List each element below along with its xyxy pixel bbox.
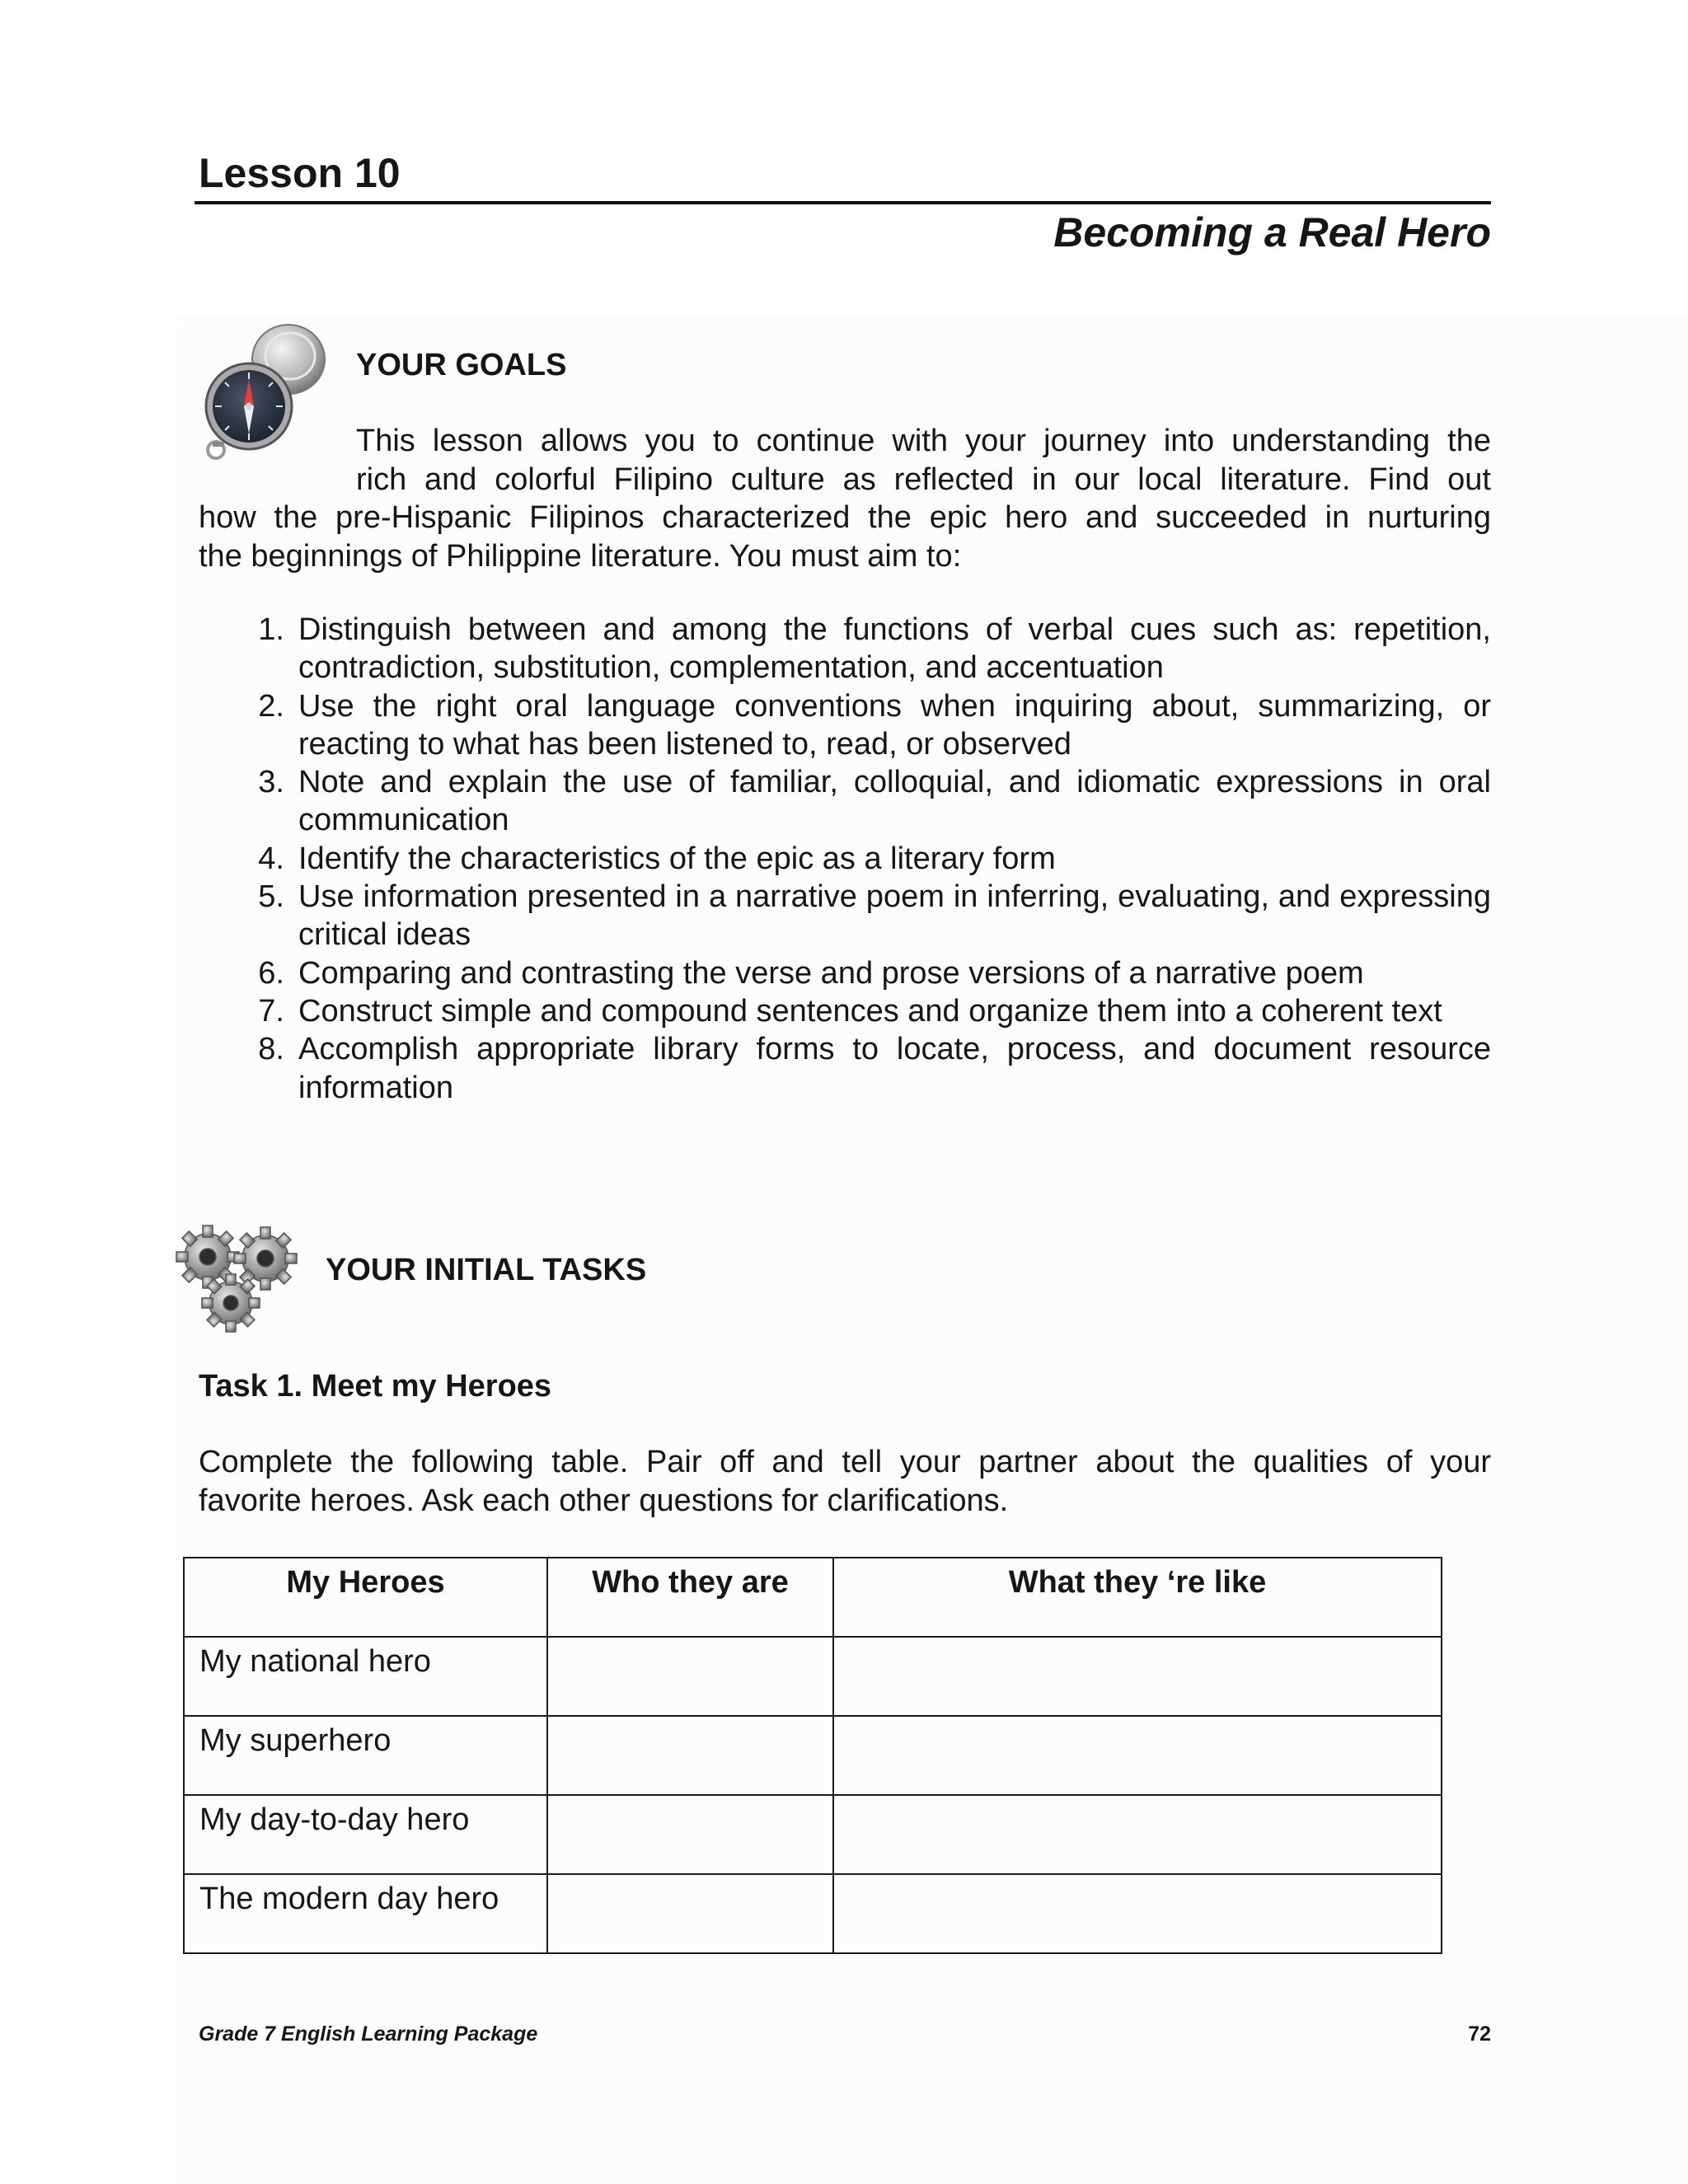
goals-intro-first-lines [356,422,1491,499]
column-header: What they ‘re like [833,1558,1442,1637]
goal-number: 7. [258,993,284,1029]
task-title: Task 1. Meet my Heroes [199,1369,552,1404]
goal-number: 4. [258,841,284,876]
what-theyre-like-cell[interactable] [833,1716,1442,1795]
table-header-row [184,1558,1442,1637]
goal-number: 1. [258,612,284,647]
goals-intro-line: the beginnings of Philippine literature. You must aim to: [199,538,962,574]
goals-intro-last-lines [199,499,1491,575]
goal-item [243,992,1491,1030]
gears-icon [173,1224,305,1335]
goals-heading: YOUR GOALS [356,348,567,382]
goals-intro-line: This lesson allows you to continue with your journey into understanding the [356,424,1491,458]
task-instruction-line: Complete the following table. Pair off and tell your partner about the qualities of your [199,1445,1491,1479]
goal-text: Identify the characteristics of the epic as a literary form [298,841,1056,876]
lesson-title: Becoming a Real Hero [1053,209,1491,255]
hero-type-cell: The modern day hero [184,1874,547,1953]
goal-text: Note and explain the use of familiar, colloquial, and idiomatic expressions in oral communication [298,765,1491,838]
who-they-are-cell[interactable] [547,1874,833,1953]
compass-icon [198,320,334,464]
goal-text: Use information presented in a narrative poem in inferring, evaluating, and expressing critical ideas [298,879,1491,953]
goal-item [243,763,1491,840]
tasks-heading: YOUR INITIAL TASKS [326,1253,647,1287]
hero-type-cell: My day-to-day hero [184,1795,547,1874]
table-row [184,1637,1442,1716]
goal-number: 2. [258,688,284,724]
table-row [184,1795,1442,1874]
who-they-are-cell[interactable] [547,1716,833,1795]
column-header: Who they are [547,1558,833,1637]
goals-intro-line: rich and colorful Filipino culture as reflected in our local literature. Find out [356,462,1491,497]
heroes-table [183,1557,1442,1954]
goal-item [243,1030,1491,1107]
table-row [184,1874,1442,1953]
goals-list [243,611,1491,1107]
goals-intro-line: how the pre-Hispanic Filipinos characterized the epic hero and succeeded in nurturing [199,500,1491,535]
what-theyre-like-cell[interactable] [833,1637,1442,1716]
hero-type-cell: My national hero [184,1637,547,1716]
goal-text: Comparing and contrasting the verse and prose versions of a narrative poem [298,955,1364,991]
goal-text: Construct simple and compound sentences and organize them into a coherent text [298,993,1442,1029]
table-row [184,1716,1442,1795]
title-divider [195,201,1491,204]
goal-number: 8. [258,1032,284,1067]
goal-item [243,611,1491,687]
goal-text: Distinguish between and among the functions of verbal cues such as: repetition, contradiction, substitution, complementation, and accentuation [298,612,1491,686]
goal-number: 3. [258,765,284,800]
footer-package-name: Grade 7 English Learning Package [199,2022,538,2046]
task-instructions [199,1443,1491,1520]
task-instruction-line: favorite heroes. Ask each other questions for clarifications. [199,1483,1009,1518]
goal-number: 6. [258,955,284,991]
who-they-are-cell[interactable] [547,1637,833,1716]
lesson-number: Lesson 10 [199,150,401,196]
goal-item [243,954,1491,992]
what-theyre-like-cell[interactable] [833,1795,1442,1874]
what-theyre-like-cell[interactable] [833,1874,1442,1953]
goal-text: Accomplish appropriate library forms to locate, process, and document resource information [298,1032,1491,1105]
goal-text: Use the right oral language conventions when inquiring about, summarizing, or reacting to what has been listened to, read, or observed [298,688,1491,762]
goal-item [243,878,1491,954]
goal-item [243,687,1491,764]
page-number: 72 [1468,2022,1491,2046]
goal-item [243,840,1491,878]
hero-type-cell: My superhero [184,1716,547,1795]
goal-number: 5. [258,879,284,915]
who-they-are-cell[interactable] [547,1795,833,1874]
column-header: My Heroes [184,1558,547,1637]
